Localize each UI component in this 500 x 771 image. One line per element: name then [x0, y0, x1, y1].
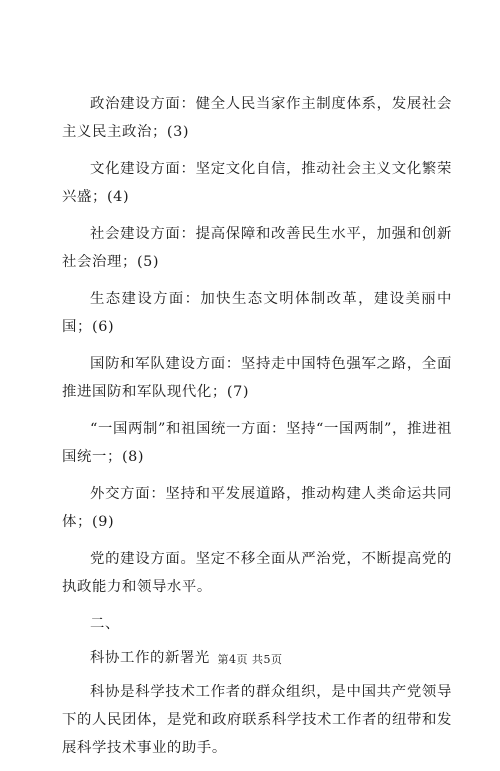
paragraph-cultural: 文化建设方面：坚定文化自信，推动社会主义文化繁荣兴盛；(4): [62, 161, 452, 205]
paragraph-association-intro: 科协是科学技术工作者的群众组织，是中国共产党领导下的人民团体，是党和政府联系科学技术工作者的纽带和发展科学技术事业的助手。: [62, 684, 452, 756]
paragraph-one-country-two-systems: “一国两制”和祖国统一方面：坚持“一国两制”，推进祖国统一；(8): [62, 421, 452, 465]
section-heading: 科协工作的新署光: [90, 650, 210, 666]
paragraph-ecological: 生态建设方面：加快生态文明体制改革，建设美丽中国；(6): [62, 291, 452, 335]
page-number-footer: 第4页 共5页: [217, 653, 283, 666]
paragraph-social: 社会建设方面：提高保障和改善民生水平，加强和创新社会治理；(5): [62, 226, 452, 270]
document-body: [62, 90, 452, 771]
paragraph-defense: 国防和军队建设方面：坚持走中国特色强军之路，全面推进国防和军队现代化；(7): [62, 356, 452, 400]
paragraph-political: 政治建设方面：健全人民当家作主制度体系，发展社会主义民主政治；(3): [62, 96, 452, 140]
paragraph-diplomacy: 外交方面：坚持和平发展道路，推动构建人类命运共同体；(9): [62, 486, 452, 530]
paragraph-party-building: 党的建设方面。坚定不移全面从严治党，不断提高党的执政能力和领导水平。: [62, 551, 452, 595]
section-number: 二、: [90, 616, 120, 632]
